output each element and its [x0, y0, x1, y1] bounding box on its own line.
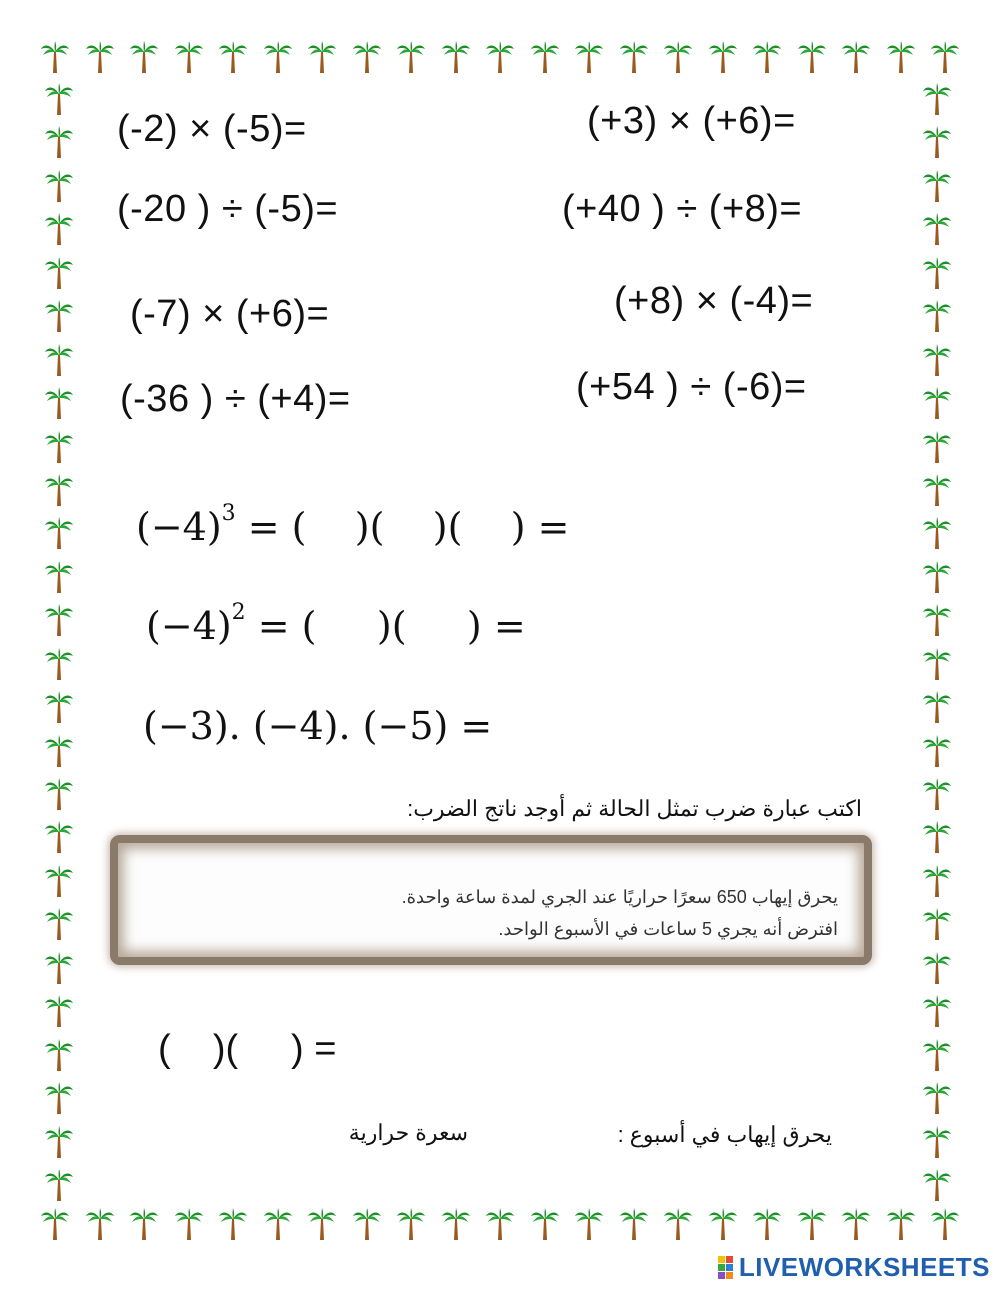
- palm-tree-icon: [841, 1207, 871, 1241]
- palm-tree-icon: [708, 40, 738, 74]
- palm-tree-icon: [922, 560, 952, 594]
- palm-border-right: [922, 82, 952, 1202]
- palm-tree-icon: [44, 820, 74, 854]
- palm-tree-icon: [44, 994, 74, 1028]
- palm-tree-icon: [85, 1207, 115, 1241]
- palm-tree-icon: [40, 1207, 70, 1241]
- palm-tree-icon: [922, 82, 952, 116]
- palm-tree-icon: [574, 40, 604, 74]
- palm-tree-icon: [44, 125, 74, 159]
- palm-tree-icon: [396, 1207, 426, 1241]
- palm-tree-icon: [174, 40, 204, 74]
- palm-tree-icon: [44, 82, 74, 116]
- palm-tree-icon: [841, 40, 871, 74]
- instruction-text: اكتب عبارة ضرب تمثل الحالة ثم أوجد ناتج الضرب:: [407, 796, 862, 821]
- palm-tree-icon: [922, 820, 952, 854]
- word-problem-text: [402, 881, 838, 945]
- palm-tree-icon: [44, 560, 74, 594]
- exercise-right-2: (+40 ) ÷ (+8)=: [562, 188, 803, 230]
- palm-tree-icon: [922, 430, 952, 464]
- palm-tree-icon: [44, 951, 74, 985]
- palm-tree-icon: [922, 951, 952, 985]
- palm-tree-icon: [922, 343, 952, 377]
- palm-tree-icon: [44, 864, 74, 898]
- answer-expression: ( )( ) =: [158, 1028, 337, 1070]
- palm-tree-icon: [886, 40, 916, 74]
- power-cube-exponent: 3: [221, 501, 236, 527]
- palm-tree-icon: [922, 386, 952, 420]
- palm-tree-icon: [44, 603, 74, 637]
- palm-tree-icon: [752, 1207, 782, 1241]
- product-expression: (−3). (−4). (−5) =: [143, 704, 493, 748]
- palm-tree-icon: [922, 734, 952, 768]
- power-cube-expression: [136, 501, 570, 549]
- palm-tree-icon: [922, 125, 952, 159]
- power-cube-rest: = ( )( )( ) =: [235, 505, 570, 549]
- palm-tree-icon: [922, 1168, 952, 1202]
- palm-tree-icon: [218, 40, 248, 74]
- palm-tree-icon: [922, 907, 952, 941]
- palm-tree-icon: [396, 40, 426, 74]
- palm-tree-icon: [44, 734, 74, 768]
- palm-tree-icon: [530, 40, 560, 74]
- palm-tree-icon: [922, 603, 952, 637]
- palm-tree-icon: [44, 647, 74, 681]
- palm-tree-icon: [922, 994, 952, 1028]
- palm-tree-icon: [44, 1168, 74, 1202]
- word-problem-box: [110, 835, 872, 965]
- palm-tree-icon: [752, 40, 782, 74]
- palm-border-top: [40, 40, 960, 74]
- palm-tree-icon: [129, 40, 159, 74]
- palm-tree-icon: [922, 690, 952, 724]
- answer-unit: سعرة حرارية: [348, 1120, 468, 1145]
- palm-tree-icon: [708, 1207, 738, 1241]
- exercise-left-4: (-36 ) ÷ (+4)=: [120, 378, 351, 420]
- palm-border-left: [44, 82, 74, 1202]
- word-problem-line-2: افترض أنه يجري 5 ساعات في الأسبوع الواحد.: [498, 919, 838, 939]
- palm-tree-icon: [922, 473, 952, 507]
- power-square-base: (−4): [146, 604, 232, 648]
- palm-tree-icon: [44, 430, 74, 464]
- palm-tree-icon: [922, 256, 952, 290]
- palm-border-bottom: [40, 1207, 960, 1241]
- palm-tree-icon: [129, 1207, 159, 1241]
- palm-tree-icon: [441, 40, 471, 74]
- palm-tree-icon: [922, 212, 952, 246]
- palm-tree-icon: [40, 40, 70, 74]
- power-square-exponent: 2: [231, 600, 246, 626]
- word-problem-line-1: يحرق إيهاب 650 سعرًا حراريًا عند الجري لمدة ساعة واحدة.: [401, 887, 838, 907]
- palm-tree-icon: [44, 473, 74, 507]
- palm-tree-icon: [922, 1125, 952, 1159]
- palm-tree-icon: [352, 40, 382, 74]
- palm-tree-icon: [485, 40, 515, 74]
- palm-tree-icon: [922, 1081, 952, 1115]
- palm-tree-icon: [307, 1207, 337, 1241]
- exercise-left-3: (-7) × (+6)=: [130, 293, 330, 335]
- palm-tree-icon: [922, 647, 952, 681]
- palm-tree-icon: [307, 40, 337, 74]
- palm-tree-icon: [44, 690, 74, 724]
- palm-tree-icon: [922, 299, 952, 333]
- palm-tree-icon: [44, 256, 74, 290]
- palm-tree-icon: [922, 864, 952, 898]
- palm-tree-icon: [44, 1125, 74, 1159]
- palm-tree-icon: [619, 40, 649, 74]
- palm-tree-icon: [44, 343, 74, 377]
- answer-label: يحرق إيهاب في أسبوع :: [617, 1122, 832, 1147]
- palm-tree-icon: [85, 40, 115, 74]
- palm-tree-icon: [44, 1038, 74, 1072]
- palm-tree-icon: [663, 40, 693, 74]
- exercise-right-1: (+3) × (+6)=: [587, 100, 796, 142]
- palm-tree-icon: [530, 1207, 560, 1241]
- palm-tree-icon: [44, 386, 74, 420]
- power-square-expression: [146, 600, 526, 648]
- power-cube-base: (−4): [136, 505, 222, 549]
- exercise-left-2: (-20 ) ÷ (-5)=: [117, 188, 339, 230]
- palm-tree-icon: [485, 1207, 515, 1241]
- power-square-rest: = ( )( ) =: [245, 604, 526, 648]
- exercise-left-1: (-2) × (-5)=: [117, 108, 307, 150]
- palm-tree-icon: [263, 40, 293, 74]
- palm-tree-icon: [263, 1207, 293, 1241]
- palm-tree-icon: [44, 169, 74, 203]
- palm-tree-icon: [797, 40, 827, 74]
- palm-tree-icon: [574, 1207, 604, 1241]
- palm-tree-icon: [922, 777, 952, 811]
- palm-tree-icon: [922, 169, 952, 203]
- exercise-right-4: (+54 ) ÷ (-6)=: [576, 366, 807, 408]
- palm-tree-icon: [797, 1207, 827, 1241]
- palm-tree-icon: [44, 212, 74, 246]
- palm-tree-icon: [44, 907, 74, 941]
- palm-tree-icon: [218, 1207, 248, 1241]
- exercise-right-3: (+8) × (-4)=: [614, 280, 814, 322]
- palm-tree-icon: [441, 1207, 471, 1241]
- liveworksheets-logo-icon: [718, 1256, 733, 1279]
- palm-tree-icon: [922, 1038, 952, 1072]
- palm-tree-icon: [619, 1207, 649, 1241]
- palm-tree-icon: [44, 299, 74, 333]
- palm-tree-icon: [922, 516, 952, 550]
- palm-tree-icon: [886, 1207, 916, 1241]
- palm-tree-icon: [44, 777, 74, 811]
- liveworksheets-logo[interactable]: [718, 1252, 990, 1283]
- palm-tree-icon: [930, 40, 960, 74]
- liveworksheets-logo-text: LIVEWORKSHEETS: [738, 1252, 990, 1282]
- palm-tree-icon: [44, 1081, 74, 1115]
- palm-tree-icon: [352, 1207, 382, 1241]
- palm-tree-icon: [663, 1207, 693, 1241]
- palm-tree-icon: [44, 516, 74, 550]
- palm-tree-icon: [174, 1207, 204, 1241]
- palm-tree-icon: [930, 1207, 960, 1241]
